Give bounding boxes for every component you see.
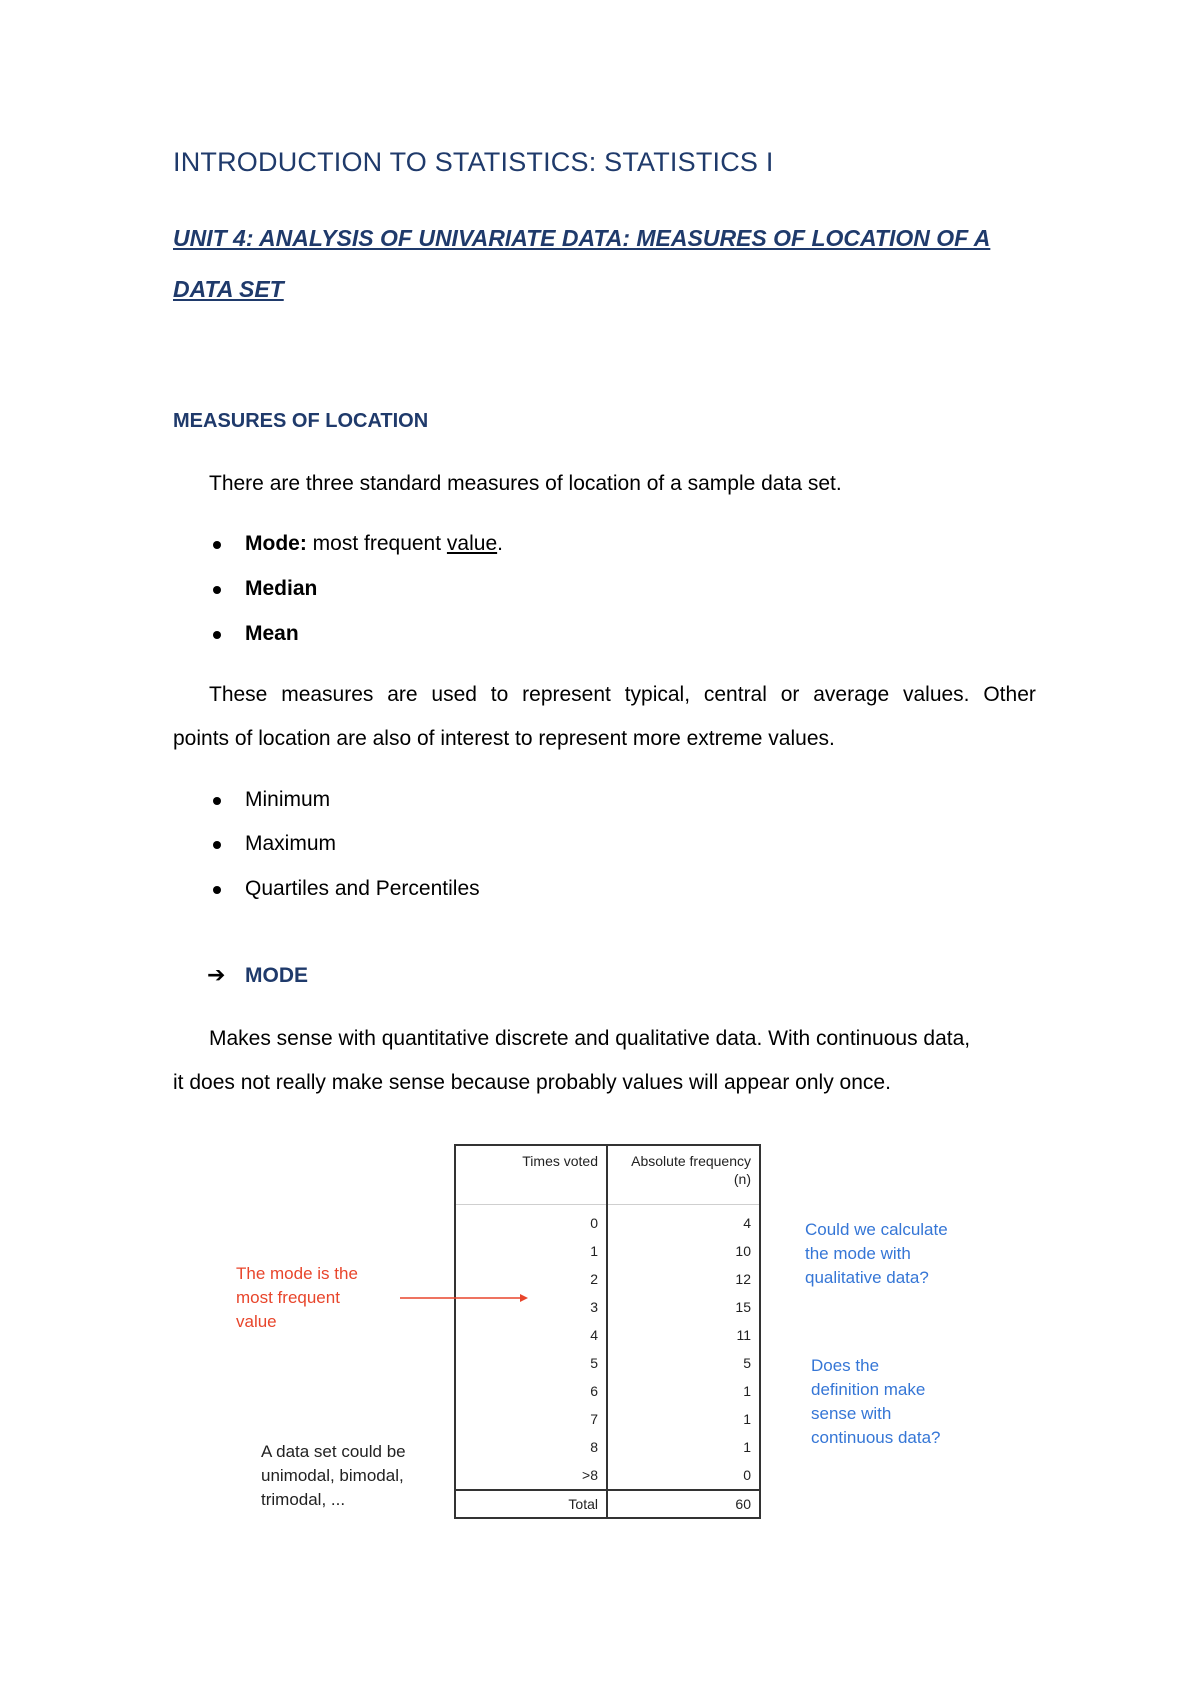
cell-frequency: 15	[735, 1299, 751, 1315]
note-line: most frequent	[236, 1288, 340, 1307]
bullet-dot	[213, 886, 221, 894]
intro-paragraph: There are three standard measures of location of a sample data set.	[209, 472, 842, 495]
cell-times: 7	[455, 1405, 607, 1433]
header-text: (n)	[733, 1171, 751, 1187]
cell-frequency: 11	[736, 1327, 751, 1343]
table-total-row	[455, 1490, 760, 1518]
cell-times: 1	[455, 1237, 607, 1265]
bullet-quartiles: Quartiles and Percentiles	[245, 877, 480, 900]
cell-frequency: 0	[743, 1467, 751, 1483]
bullet-maximum: Maximum	[245, 832, 337, 855]
frequency-table	[454, 1144, 761, 1519]
column-header-absolute-frequency	[607, 1145, 760, 1205]
bullet-dot	[213, 841, 221, 849]
paragraph-typical-values-line2: points of location are also of interest to represent more extreme values.	[173, 727, 835, 750]
note-line: qualitative data?	[805, 1268, 929, 1287]
note-line: continuous data?	[811, 1428, 941, 1447]
word: values.	[902, 683, 970, 706]
note-line: the mode with	[805, 1244, 911, 1263]
unit-heading-line2: DATA SET	[173, 276, 284, 302]
word: are	[387, 683, 418, 706]
mode-description: most frequent	[312, 532, 442, 555]
note-line: The mode is the	[236, 1264, 358, 1283]
cell-times: 3	[455, 1293, 607, 1321]
table-row	[455, 1209, 760, 1237]
paragraph-typical-values-line1	[209, 683, 1036, 707]
cell-times: 5	[455, 1349, 607, 1377]
bullet-minimum: Minimum	[245, 788, 331, 811]
unit-heading-line1: UNIT 4: ANALYSIS OF UNIVARIATE DATA: MEASURES OF LOCATION OF A	[173, 225, 991, 251]
word: used	[431, 683, 477, 706]
note-line: unimodal, bimodal,	[261, 1466, 404, 1485]
bullet-dot	[213, 541, 221, 549]
word: typical,	[624, 683, 691, 706]
header-text: Absolute frequency	[631, 1153, 751, 1169]
arrow-icon: ➔	[207, 962, 226, 987]
cell-frequency: 4	[743, 1215, 751, 1231]
bullet-dot	[213, 797, 221, 805]
word: These	[209, 683, 268, 706]
mode-period: .	[497, 532, 503, 555]
word: central	[703, 683, 767, 706]
table-row	[455, 1237, 760, 1265]
mode-paragraph-line1: Makes sense with quantitative discrete and qualitative data. With continuous data,	[209, 1027, 971, 1050]
mode-heading: MODE	[245, 964, 308, 987]
table-row	[455, 1321, 760, 1349]
cell-times: >8	[455, 1461, 607, 1490]
note-qualitative-question	[805, 1218, 948, 1290]
word: or	[780, 683, 800, 706]
note-line: value	[236, 1312, 277, 1331]
pointer-arrow-icon	[400, 1290, 530, 1306]
table-header-row	[455, 1145, 760, 1205]
bullet-mean: Mean	[245, 622, 299, 645]
bullet-mode	[245, 532, 503, 556]
column-header-times-voted: Times voted	[455, 1145, 607, 1205]
cell-times: 8	[455, 1433, 607, 1461]
note-line: Could we calculate	[805, 1220, 948, 1239]
cell-frequency: 1	[743, 1383, 751, 1399]
document-title: INTRODUCTION TO STATISTICS: STATISTICS I	[173, 147, 774, 177]
table-row	[455, 1433, 760, 1461]
table-row	[455, 1265, 760, 1293]
note-line: definition make	[811, 1380, 926, 1399]
mode-paragraph-line2: it does not really make sense because probably values will appear only once.	[173, 1071, 891, 1094]
note-line: trimodal, ...	[261, 1490, 346, 1509]
cell-frequency: 1	[743, 1439, 751, 1455]
cell-frequency: 12	[735, 1271, 751, 1287]
bullet-dot	[213, 631, 221, 639]
note-line: A data set could be	[261, 1442, 406, 1461]
cell-total-label: Total	[455, 1490, 607, 1518]
word: average	[813, 683, 890, 706]
note-mode-definition	[236, 1262, 358, 1334]
word: represent	[522, 683, 611, 706]
note-continuous-question	[811, 1354, 941, 1450]
table-row	[455, 1461, 760, 1490]
cell-total-value: 60	[607, 1490, 760, 1518]
word: Other	[983, 683, 1036, 706]
mode-label: Mode:	[245, 532, 307, 555]
cell-times: 2	[455, 1265, 607, 1293]
bullet-dot	[213, 586, 221, 594]
table-row	[455, 1349, 760, 1377]
word: measures	[281, 683, 374, 706]
cell-frequency: 5	[743, 1355, 751, 1371]
cell-frequency: 1	[743, 1411, 751, 1427]
cell-times: 6	[455, 1377, 607, 1405]
table-row	[455, 1377, 760, 1405]
cell-frequency: 10	[735, 1243, 751, 1259]
note-line: sense with	[811, 1404, 892, 1423]
cell-times: 0	[455, 1209, 607, 1237]
section-heading: MEASURES OF LOCATION	[173, 410, 429, 432]
bullet-median: Median	[245, 577, 318, 600]
word: to	[490, 683, 509, 706]
note-line: Does the	[811, 1356, 880, 1375]
mode-value-word: value	[446, 532, 498, 555]
table-row	[455, 1405, 760, 1433]
cell-times: 4	[455, 1321, 607, 1349]
note-modality	[261, 1440, 406, 1512]
